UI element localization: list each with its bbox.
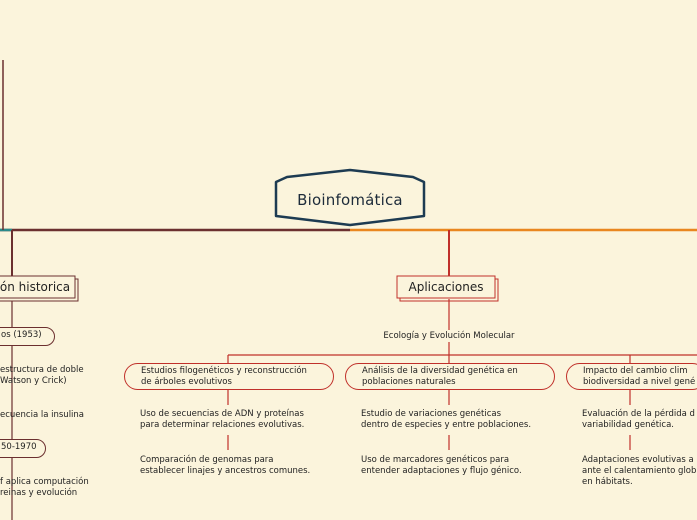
app-col3-header-line2: biodiversidad a nivel gené [583,377,696,387]
app-col2-item2-line1: Uso de marcadores genéticos para [361,455,510,465]
historia-item-insulina [0,410,84,421]
app-col2-item1-line2: dentro de especies y entre poblaciones. [361,420,532,430]
app-col1-item1-line1: Uso de secuencias de ADN y proteínas [140,409,304,419]
app-col2-header-line2: poblaciones naturales [362,377,456,387]
app-col1-item2-line1: Comparación de genomas para [140,455,274,465]
app-col3-item2-line3: en hábitats. [582,477,633,487]
app-col2-header-line1: Análisis de la diversidad genética en [362,366,518,376]
app-col3-item2 [582,455,696,488]
historia-item-computacion-line1: f aplica computación [0,477,89,487]
app-col3-item1-line2: variabilidad genética. [582,420,675,430]
aplicaciones-subtitle-text: Ecología y Evolución Molecular [383,331,515,341]
app-col2-item2-line2: entender adaptaciones y flujo génico. [361,466,522,476]
app-col1-item1-line2: para determinar relaciones evolutivas. [140,420,305,430]
app-col1-header[interactable] [124,363,334,390]
app-col3-item1-line1: Evaluación de la pérdida d [582,409,695,419]
app-col1-header-line1: Estudios filogenéticos y reconstrucción [141,366,307,376]
historia-title: ón historica [0,280,71,294]
historia-pill-1950-1970[interactable] [0,439,46,458]
app-col1-item1 [140,409,304,431]
historia-item-computacion [0,477,89,499]
historia-item-insulina-line1: ecuencia la insulina [0,410,85,420]
root-node[interactable] [276,185,424,215]
app-col1-header-line2: de árboles evolutivos [141,377,232,387]
app-col2-item2 [361,455,522,477]
historia-item-dna [0,365,84,387]
app-col3-item2-line2: ante el calentamiento glob [582,466,697,476]
historia-pill-1953-label: os (1953) [1,330,42,340]
app-col3-header-line1: Impacto del cambio clim [583,366,688,376]
app-col3-item1 [582,409,695,431]
aplicaciones-title: Aplicaciones [408,280,484,294]
app-col2-header[interactable] [345,363,555,390]
historia-item-computacion-line2: reinas y evolución [0,488,78,498]
aplicaciones-subtitle [349,331,549,342]
aplicaciones-node[interactable] [397,276,495,298]
historia-pill-1953[interactable] [0,327,55,346]
historia-node[interactable] [0,276,75,298]
app-col2-item1 [361,409,531,431]
root-title: Bioinfomática [297,191,403,209]
historia-pill-1950-1970-label: 50-1970 [1,442,37,452]
app-col3-header[interactable] [566,363,697,390]
app-col1-item2-line2: establecer linajes y ancestros comunes. [140,466,311,476]
app-col2-item1-line1: Estudio de variaciones genéticas [361,409,502,419]
historia-item-dna-line1: estructura de doble [0,365,84,375]
app-col3-item2-line1: Adaptaciones evolutivas a [582,455,694,465]
app-col1-item2 [140,455,310,477]
historia-item-dna-line2: Watson y Crick) [0,376,67,386]
